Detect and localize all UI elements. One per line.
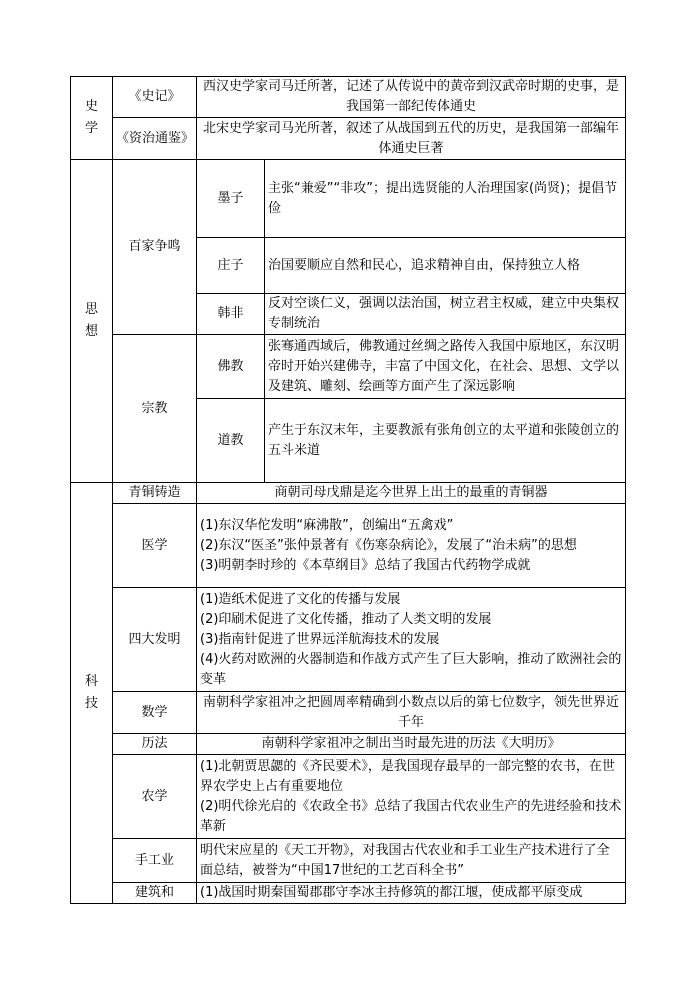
tech-item-desc: (1)东汉华佗发明“麻沸散”，创编出“五禽戏” (2)东汉“医圣”张仲景著有《伤寒杂病论》，发展了“治未病”的思想 (3)明朝李时珍的《本草纲目》总结了我国古代药物学成就 xyxy=(197,504,626,588)
tech-item-name: 四大发明 xyxy=(113,588,197,692)
thought-item-desc: 治国要顺应自然和民心，追求精神自由，保持独立人格 xyxy=(265,238,626,294)
category-history: 史 学 xyxy=(71,77,113,160)
thought-item-name: 道教 xyxy=(197,399,265,483)
category-tech: 科 技 xyxy=(71,483,113,904)
history-item-name: 《史记》 xyxy=(113,77,197,118)
history-item-name: 《资治通鉴》 xyxy=(113,118,197,160)
history-item-desc: 北宋史学家司马光所著，叙述了从战国到五代的历史，是我国第一部编年体通史巨著 xyxy=(197,118,626,160)
thought-item-desc: 主张“兼爱”“非攻”；提出选贤能的人治理国家(尚贤)；提倡节俭 xyxy=(265,160,626,238)
category-thought: 思 想 xyxy=(71,160,113,483)
tech-item-name: 历法 xyxy=(113,734,197,755)
tech-item-desc: (1)北朝贾思勰的《齐民要术》，是我国现存最早的一部完整的农书，在世界农学史上占有重要地位 (2)明代徐光启的《农政全书》总结了我国古代农业生产的先进经验和技术革新 xyxy=(197,755,626,839)
thought-item-desc: 张骞通西域后，佛教通过丝绸之路传入我国中原地区，东汉明帝时开始兴建佛寺，丰富了中国文化，在社会、思想、文学以及建筑、雕刻、绘画等方面产生了深远影响 xyxy=(265,335,626,399)
thought-item-name: 韩非 xyxy=(197,294,265,335)
history-item-desc: 西汉史学家司马迁所著，记述了从传说中的黄帝到汉武帝时期的史事，是我国第一部纪传体通史 xyxy=(197,77,626,118)
thought-group-name: 宗教 xyxy=(113,335,197,483)
thought-item-desc: 反对空谈仁义，强调以法治国，树立君主权威，建立中央集权专制统治 xyxy=(265,294,626,335)
tech-item-desc: (1)战国时期秦国蜀郡郡守李冰主持修筑的都江堰，使成都平原变成 xyxy=(197,883,626,904)
tech-item-name: 数学 xyxy=(113,692,197,734)
thought-item-name: 庄子 xyxy=(197,238,265,294)
tech-item-name: 青铜铸造 xyxy=(113,483,197,504)
thought-item-desc: 产生于东汉末年，主要教派有张角创立的太平道和张陵创立的五斗米道 xyxy=(265,399,626,483)
thought-item-name: 佛教 xyxy=(197,335,265,399)
tech-item-desc: 明代宋应星的《天工开物》，对我国古代农业和手工业生产技术进行了全面总结，被誉为“中国17世纪的工艺百科全书” xyxy=(197,839,626,883)
thought-item-name: 墨子 xyxy=(197,160,265,238)
tech-item-desc: 商朝司母戊鼎是迄今世界上出土的最重的青铜器 xyxy=(197,483,626,504)
tech-item-name: 建筑和 xyxy=(113,883,197,904)
tech-item-name: 医学 xyxy=(113,504,197,588)
tech-item-name: 农学 xyxy=(113,755,197,839)
tech-item-desc: 南朝科学家祖冲之把圆周率精确到小数点以后的第七位数字，领先世界近千年 xyxy=(197,692,626,734)
thought-group-name: 百家争鸣 xyxy=(113,160,197,335)
tech-item-name: 手工业 xyxy=(113,839,197,883)
tech-item-desc: 南朝科学家祖冲之制出当时最先进的历法《大明历》 xyxy=(197,734,626,755)
knowledge-table xyxy=(70,76,626,904)
tech-item-desc: (1)造纸术促进了文化的传播与发展 (2)印刷术促进了文化传播，推动了人类文明的发展 (3)指南针促进了世界远洋航海技术的发展 (4)火药对欧洲的火器制造和作战方式产生了巨大影响，推动了欧洲社会的变革 xyxy=(197,588,626,692)
